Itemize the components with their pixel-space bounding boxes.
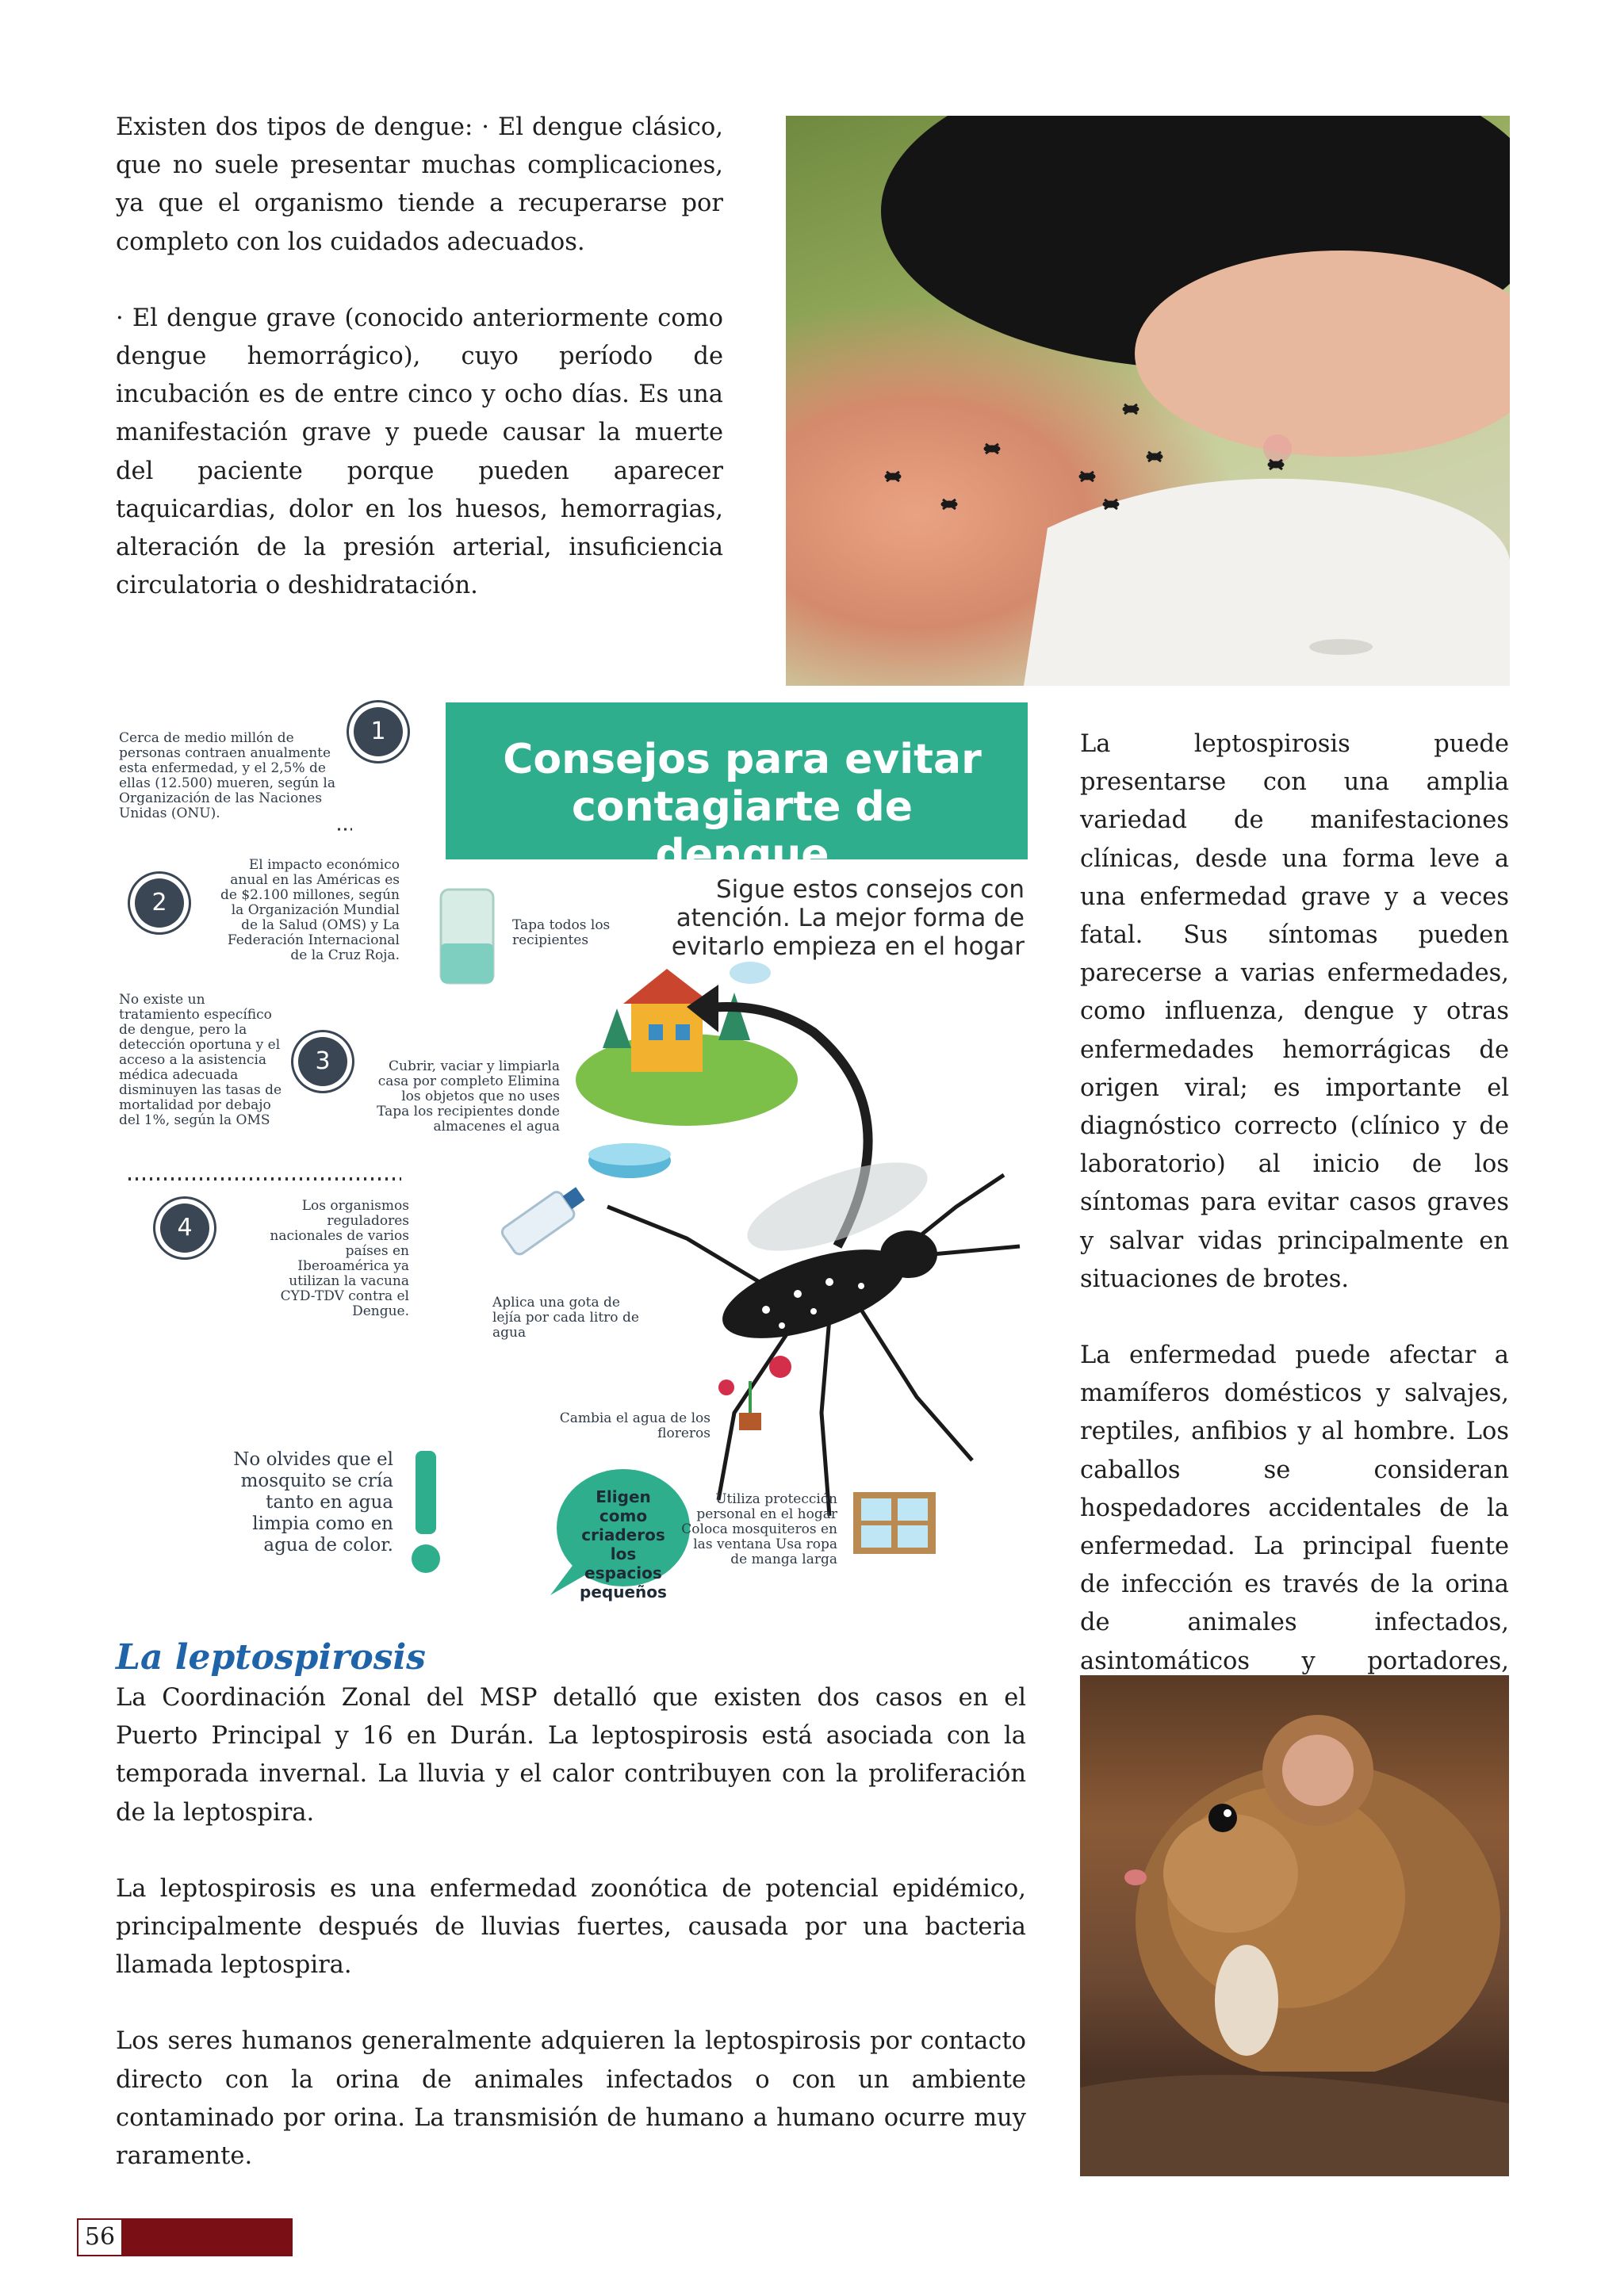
lepto-right-paragraph-1: La leptospirosis puede presentarse con una amplia variedad de manifestaciones clínicas, desde una forma leve a una enfermedad grave y a veces fatal. Sus síntomas pueden parecerse a varias enfermedades, como influenza, dengue y otras enfermedades hemorrágicas de origen viral; es importante el diagnóstico correcto (clínico y de laboratorio) al inicio de los síntomas para evitar casos graves y salvar vidas principalmente en situaciones de brotes.: [1080, 730, 1509, 1293]
leptospirosis-right-column: [1080, 725, 1509, 1681]
tip-floreros: Cambia el agua de los floreros: [559, 1410, 710, 1441]
tip-lejia: Aplica una gota de lejía por cada litro de agua: [492, 1295, 639, 1341]
tip-proteccion: Utiliza protección personal en el hogar Coloca mosquiteros en las ventana Usa ropa de manga larga: [681, 1491, 837, 1567]
child-mosquito-illustration: [786, 116, 1510, 686]
mouse-illustration: [1080, 1675, 1509, 2176]
tip-olvides: No olvides que el mosquito se cría tanto en agua limpia como en agua de color.: [233, 1449, 393, 1556]
tip-tapa: Tapa todos los recipientes: [512, 917, 611, 948]
intro-paragraph-1: Existen dos tipos de dengue: · El dengue clásico, que no suele presentar muchas complicaciones, ya que el organismo tiende a recuperarse por completo con los cuidados adecuados.: [116, 113, 723, 256]
lepto-main-paragraph-2: La leptospirosis es una enfermedad zoonótica de potencial epidémico, principalmente después de lluvias fuertes, causada por una bacteria llamada leptospira.: [116, 1874, 1026, 1980]
fact-number-4: 4: [160, 1203, 209, 1253]
page-number: 56: [77, 2218, 123, 2256]
lepto-right-paragraph-2: La enfermedad puede afectar a mamíferos domésticos y salvajes, reptiles, anfibios y al hombre. Los caballos se consideran hospedadores accidentales de la enfermedad. La principal fuente de infección es través de la orina de animales infectados, asintomáticos y portadores,: [1080, 1341, 1509, 1675]
lepto-main-paragraph-1: La Coordinación Zonal del MSP detalló que existen dos casos en el Puerto Principal y 16 en Durán. La leptospirosis está asociada con la temporada invernal. La lluvia y el calor contribuyen con la proliferación de la leptospira.: [116, 1684, 1026, 1827]
infographic-title: Consejos para evitar contagiarte de dengue: [503, 736, 982, 878]
dengue-infographic: [116, 699, 1028, 1611]
tip-cubrir: Cubrir, vaciar y limpiarla casa por completo Elimina los objetos que no uses Tapa los recipientes donde almacenes el agua: [377, 1058, 560, 1135]
infographic-subtitle: Sigue estos consejos con atención. La mejor forma de evitarlo empieza en el hogar: [671, 875, 1025, 961]
lepto-main-paragraph-3: Los seres humanos generalmente adquieren la leptospirosis por contacto directo con la orina de animales infectados o con un ambiente contaminado por orina. La transmisión de humano a humano ocurre muy raramente.: [116, 2027, 1026, 2171]
fact-number-2: 2: [135, 878, 184, 928]
fact-text-4: Los organismos reguladores nacionales de varios países en Iberoamérica ya utilizan la vacuna CYD-TDV contra el Dengue.: [270, 1198, 409, 1319]
section-heading: La leptospirosis: [116, 1637, 426, 1678]
page-number-bar: [77, 2218, 293, 2256]
speech-bubble-text: Eligen como criaderos los espacios pequeños: [580, 1487, 667, 1601]
intro-text: [116, 109, 723, 605]
fact-number-3: 3: [298, 1037, 347, 1086]
fact-number-1: 1: [354, 707, 403, 756]
intro-paragraph-2: · El dengue grave (conocido anteriormente como dengue hemorrágico), cuyo período de incubación es de entre cinco y ocho días. Es una manifestación grave y puede causar la muerte del paciente porque pueden aparecer taquicardias, dolor en los huesos, hemorragias, alteración de la presión arterial, insuficiencia circulatoria o deshidratación.: [116, 304, 723, 600]
child-mosquito-photo: [786, 116, 1510, 686]
fact-text-3: No existe un tratamiento específico de dengue, pero la detección oportuna y el acceso a la asistencia médica adecuada disminuyen las tasas de mortalidad por debajo del 1%, según la OMS: [119, 992, 282, 1128]
leptospirosis-main-text: [116, 1679, 1026, 2175]
mouse-photo: [1080, 1675, 1509, 2176]
fact-text-1: Cerca de medio millón de personas contraen anualmente esta enfermedad, y el 2,5% de ellas (12.500) mueren, según la Organización de las Naciones Unidas (ONU).: [119, 730, 335, 821]
fact-text-2: El impacto económico anual en las Américas es de $2.100 millones, según la Organización Mundial de la Salud (OMS) y La Federación Internacional de la Cruz Roja.: [220, 857, 400, 963]
